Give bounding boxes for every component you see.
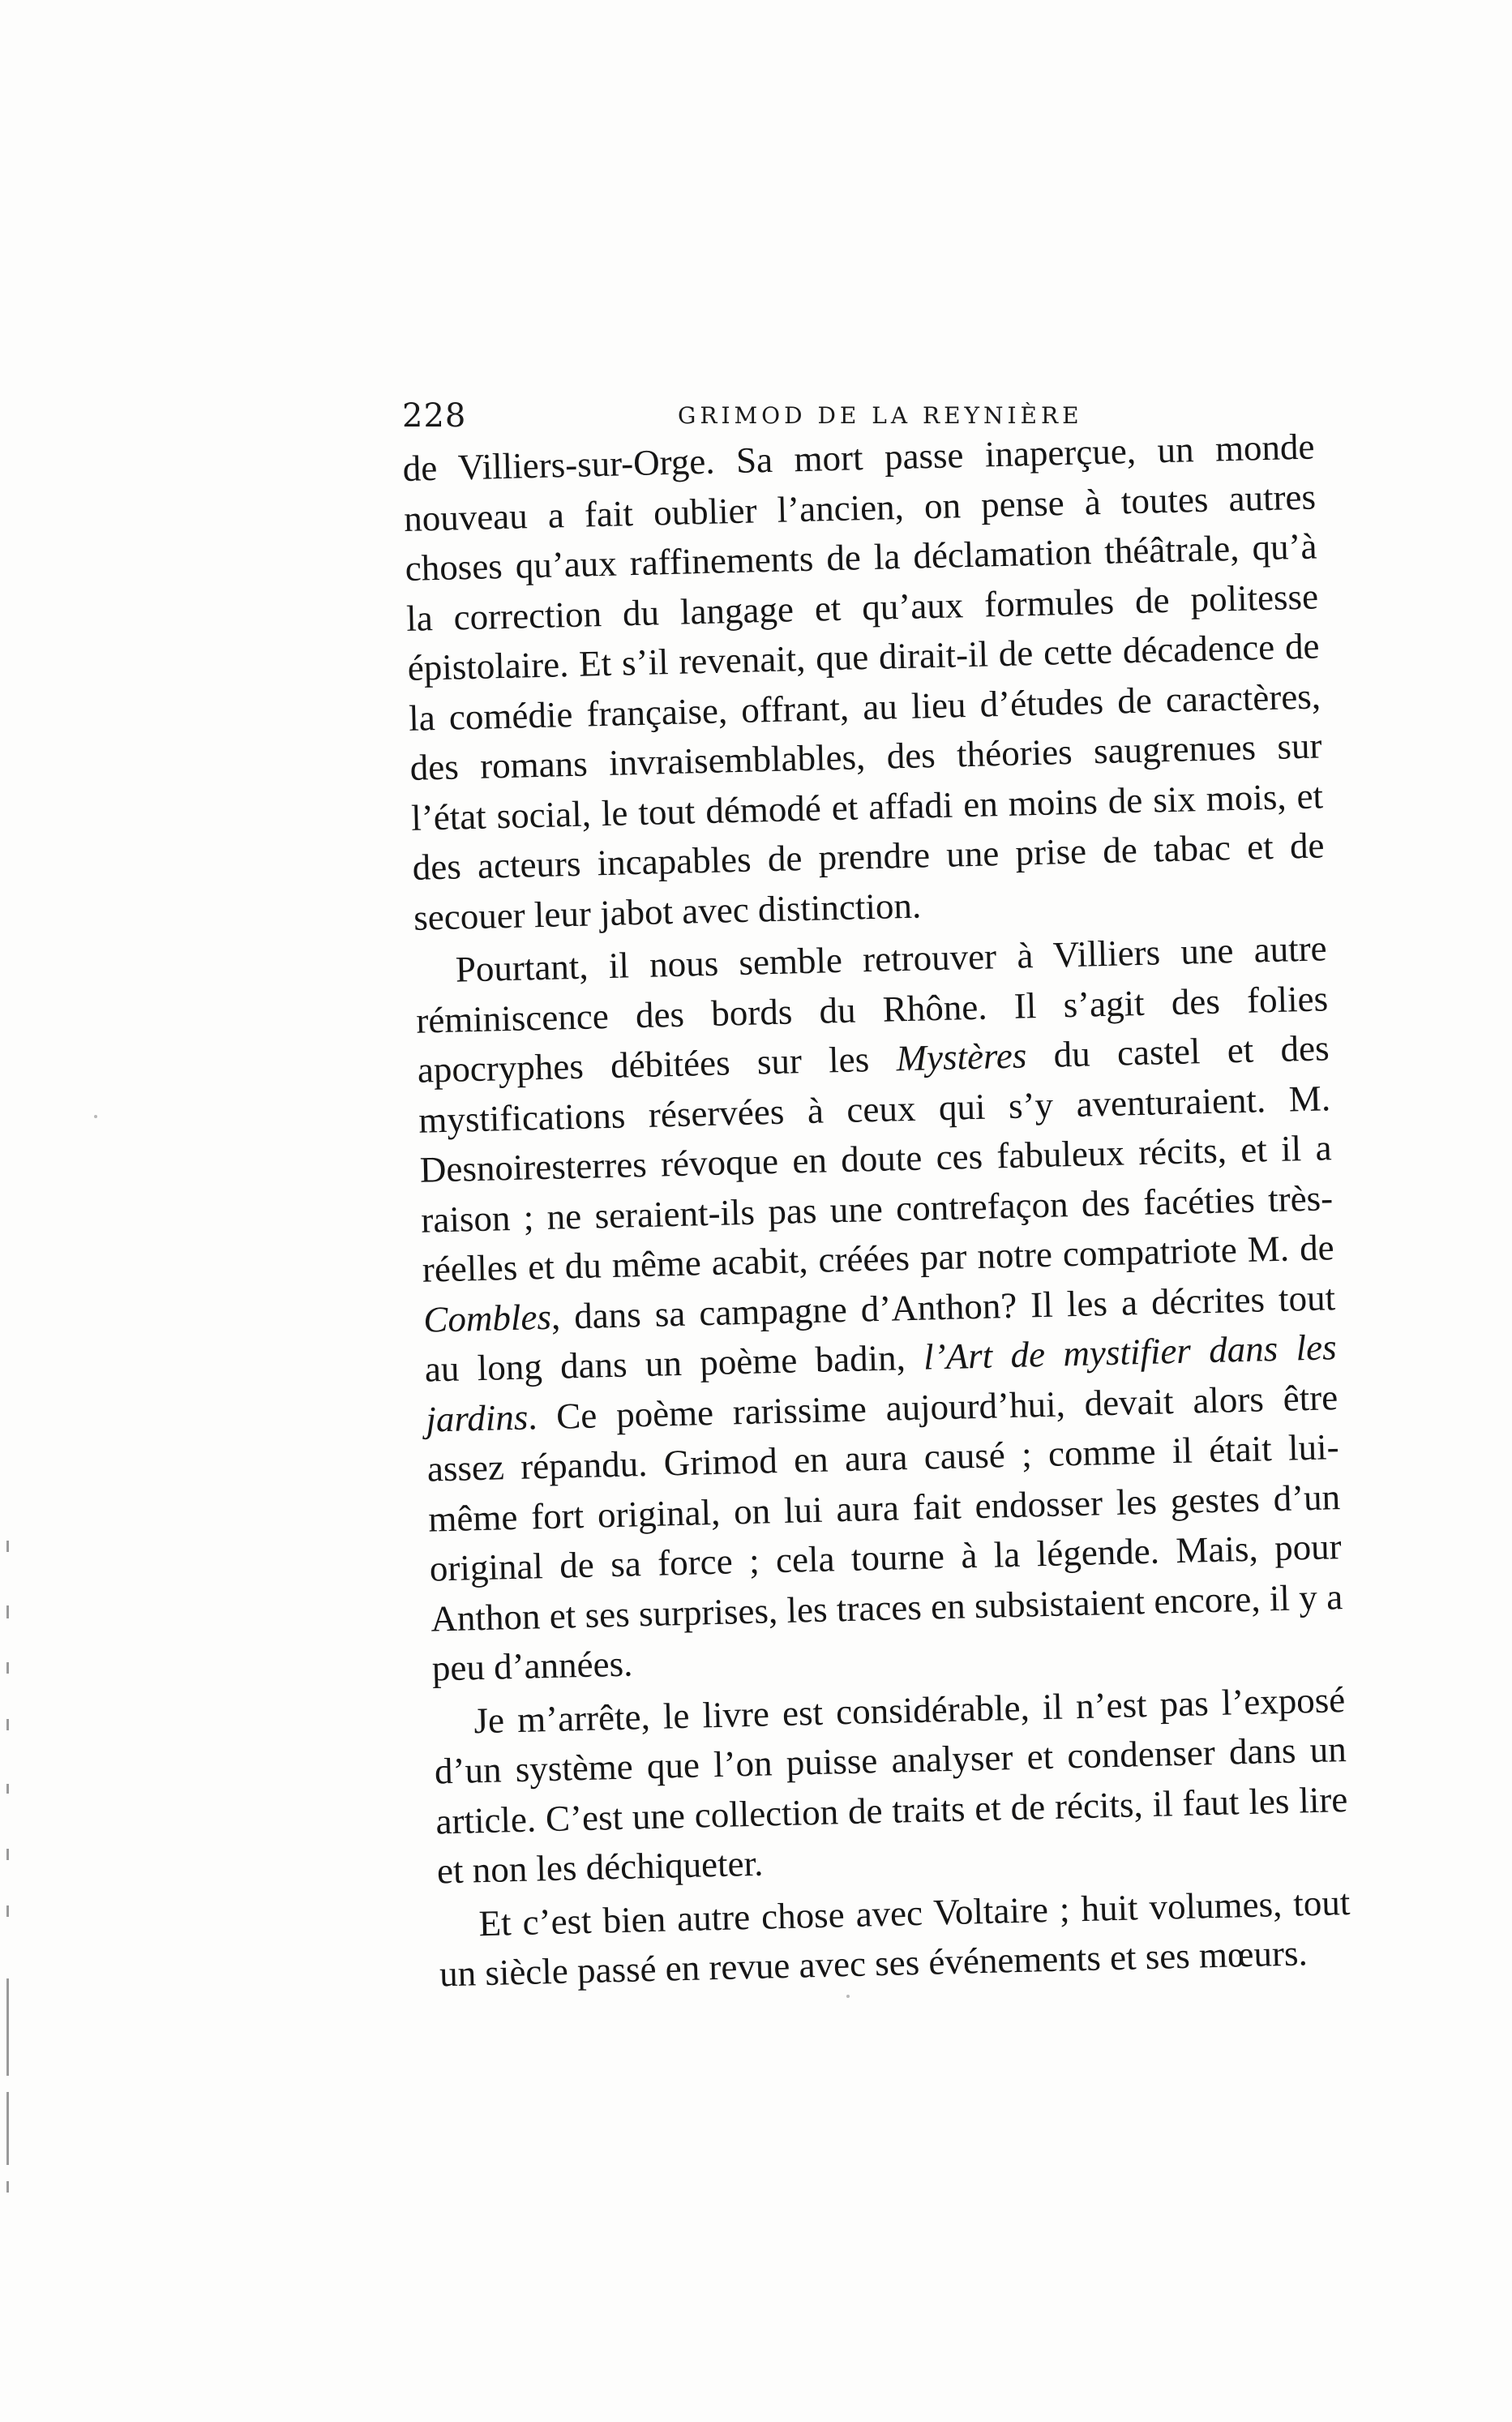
paragraph-1: de Villiers-sur-Orge. Sa mort passe inaperçue, un monde nouveau a fait oublier l’ancien, on pense à toutes autres choses qu’aux raffinements de la déclamation théâtrale, qu’à la correction du langage et qu’aux formules de politesse épistolaire. Et s’il revenait, que dirait-il de cette décadence de la comédie française, offrant, au lieu d’études de caractères, des romans invraisemblables, des théories saugrenues sur l’état social, le tout démodé et affadi en moins de six mois, et des acteurs incapables de prendre une prise de tabac et de secouer leur jabot avec distinction. [402, 426, 1326, 938]
scan-mark [6, 2181, 9, 2193]
page-number: 228 [402, 397, 467, 435]
italic-title-mysteres: Mystères [895, 1035, 1027, 1079]
paragraph-2-text-e: , dans sa campagne d’Anthon? Il les a décrites tout au long dans un poème badin, [424, 1276, 1336, 1390]
scan-mark [6, 1849, 9, 1860]
paragraph-2-text-c: du castel et des mystifications réservées à ceux qui s’y aventuraient. M. Desnoiresterres révoque en doute ces fabuleux récits, et il a raison ; ne seraient-ils pas une contrefaçon des facéties très-réelles et du même acabit, créées par notre compatriote M. de [418, 1027, 1335, 1290]
scan-margin-marks [6, 1541, 11, 2351]
italic-name-combles: Combles [422, 1296, 552, 1340]
body-text [402, 422, 1352, 2000]
scan-mark [6, 1905, 9, 1917]
scan-mark [6, 1978, 9, 2076]
paragraph-2 [414, 924, 1344, 1694]
scan-mark [6, 2092, 9, 2165]
paragraph-2-text-a: Pourtant, il nous semble retrouver à Villiers une autre réminiscence des bords du Rhône. Il s’agit des folies apocryphes débitées sur les [415, 928, 1329, 1091]
scan-mark [6, 1662, 9, 1674]
scan-mark [6, 1719, 9, 1730]
scan-mark [6, 1784, 9, 1794]
scan-speck [94, 1115, 97, 1118]
italic-title-art-de-mystifier: l’Art de mystifier dans les jardins [425, 1327, 1338, 1440]
running-title: GRIMOD DE LA REYNIÈRE [678, 402, 1083, 429]
paragraph-3: Je m’arrête, le livre est considérable, il n’est pas l’exposé d’un système que l’on puisse analyser et condenser dans un article. C’est une collection de traits et de récits, il faut les lire et non les déchiqueter. [434, 1678, 1348, 1892]
scan-speck [846, 1995, 850, 1998]
scan-mark [6, 1605, 9, 1618]
scan-mark [6, 1541, 9, 1552]
paragraph-4: Et c’est bien autre chose avec Voltaire ; huit volumes, tout un siècle passé en revue avec ses événements et ses mœurs. [439, 1881, 1351, 1995]
paragraph-2-text-g: . Ce poème rarissime aujourd’hui, devait alors être assez répandu. Grimod en aura causé ; comme il était lui-même fort original, on lui aura fait endosser les gestes d’un original de sa force ; cela tourne à la légende. Mais, pour Anthon et ses surprises, les traces en subsistaient encore, il y a peu d’années. [426, 1376, 1343, 1689]
